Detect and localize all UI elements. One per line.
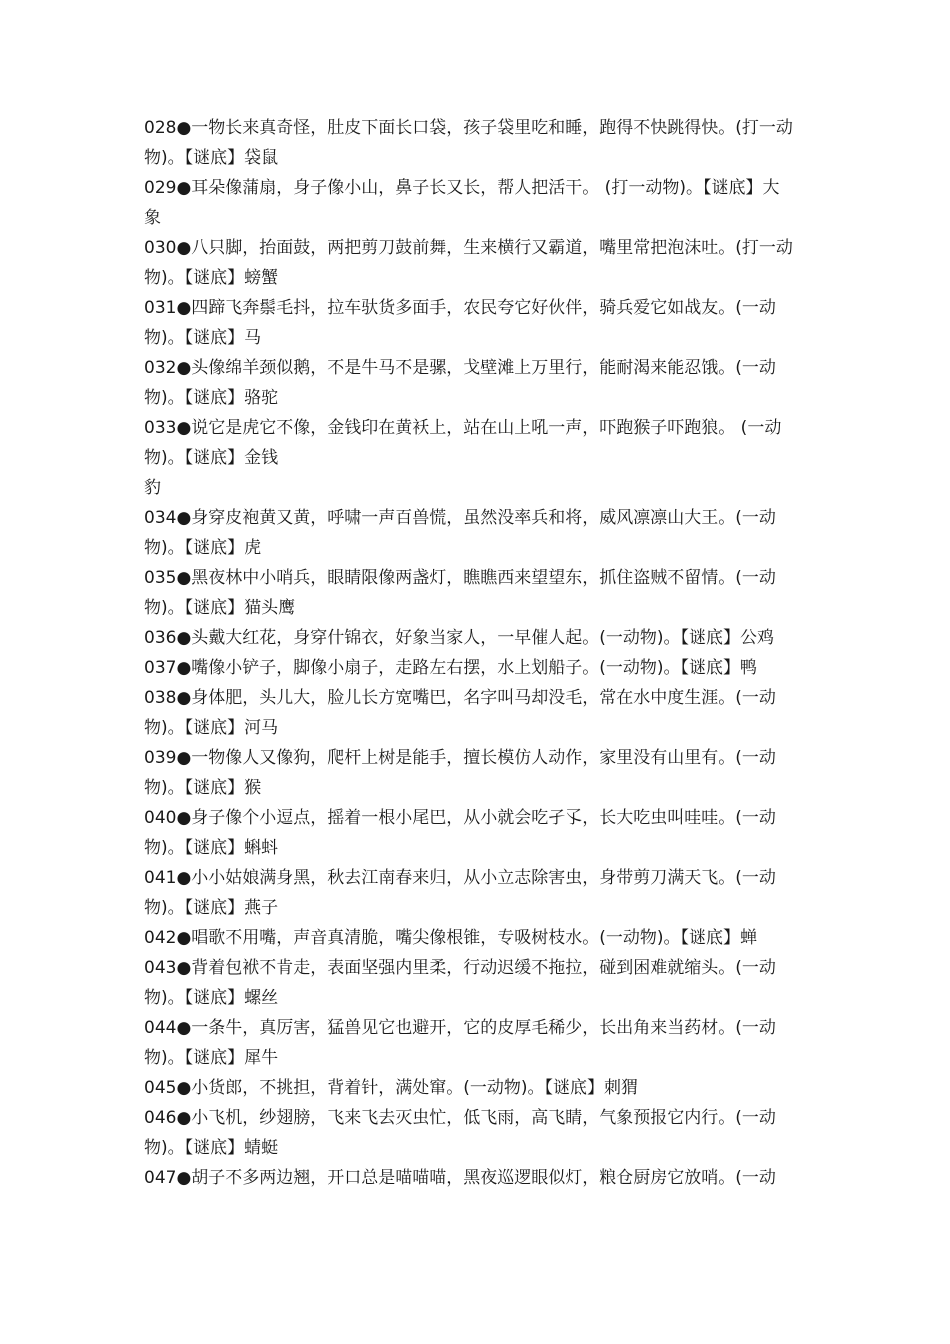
text-line: 028●一物长来真奇怪，肚皮下面长口袋，孩子袋里吃和睡，跑得不快跳得快。(打一动 [144,118,793,138]
text-line: 物)。【谜底】猴 [144,778,262,798]
text-line: 物)。【谜底】蜻蜓 [144,1138,279,1158]
text-line: 047●胡子不多两边翘，开口总是喵喵喵，黑夜巡逻眼似灯，粮仓厨房它放哨。(一动 [144,1168,776,1188]
text-line: 豹 [144,478,161,498]
riddle-text-block [144,113,824,1193]
text-line: 045●小货郎，不挑担，背着针，满处窜。(一动物)。【谜底】刺猬 [144,1078,639,1098]
text-line: 物)。【谜底】虎 [144,538,262,558]
text-line: 044●一条牛，真厉害，猛兽见它也避开，它的皮厚毛稀少，长出角来当药材。(一动 [144,1018,776,1038]
text-line: 物)。【谜底】猫头鹰 [144,598,296,618]
text-line: 物)。【谜底】河马 [144,718,279,738]
text-line: 038●身体肥，头儿大，脸儿长方宽嘴巴，名字叫马却没毛，常在水中度生涯。(一动 [144,688,776,708]
text-line: 物)。【谜底】袋鼠 [144,148,279,168]
text-line: 032●头像绵羊颈似鹅，不是牛马不是骡，戈壁滩上万里行，能耐渴来能忍饿。(一动 [144,358,776,378]
text-line: 物)。【谜底】马 [144,328,262,348]
text-line: 042●唱歌不用嘴，声音真清脆，嘴尖像根锥，专吸树枝水。(一动物)。【谜底】蝉 [144,928,758,948]
text-line: 物)。【谜底】蝌蚪 [144,838,279,858]
text-line: 029●耳朵像蒲扇，身子像小山，鼻子长又长，帮人把活干。 (打一动物)。【谜底】大 [144,178,780,198]
text-line: 035●黑夜林中小哨兵，眼睛限像两盏灯，瞧瞧西来望望东，抓住盗贼不留情。(一动 [144,568,776,588]
text-line: 物)。【谜底】螃蟹 [144,268,279,288]
text-line: 037●嘴像小铲子，脚像小扇子，走路左右摆，水上划船子。(一动物)。【谜底】鸭 [144,658,758,678]
text-line: 034●身穿皮袍黄又黄，呼啸一声百兽慌，虽然没率兵和将，威风凛凛山大王。(一动 [144,508,776,528]
text-line: 物)。【谜底】螺丝 [144,988,279,1008]
text-line: 036●头戴大红花，身穿什锦衣，好象当家人，一早催人起。(一动物)。【谜底】公鸡 [144,628,775,648]
text-line: 物)。【谜底】骆驼 [144,388,279,408]
text-line: 030●八只脚，抬面鼓，两把剪刀鼓前舞，生来横行又霸道，嘴里常把泡沫吐。(打一动 [144,238,793,258]
text-line: 041●小小姑娘满身黑，秋去江南春来归，从小立志除害虫，身带剪刀满天飞。(一动 [144,868,776,888]
text-line: 043●背着包袱不肯走，表面坚强内里柔，行动迟缓不拖拉，碰到困难就缩头。(一动 [144,958,776,978]
text-line: 象 [144,208,161,228]
text-line: 033●说它是虎它不像，金钱印在黄袄上，站在山上吼一声，吓跑猴子吓跑狼。 (一动 [144,418,782,438]
text-line: 031●四蹄飞奔鬃毛抖，拉车驮货多面手，农民夸它好伙伴，骑兵爱它如战友。(一动 [144,298,776,318]
text-line: 物)。【谜底】燕子 [144,898,279,918]
text-line: 040●身子像个小逗点，摇着一根小尾巴，从小就会吃孑孓，长大吃虫叫哇哇。(一动 [144,808,776,828]
text-line: 物)。【谜底】犀牛 [144,1048,279,1068]
text-line: 物)。【谜底】金钱 [144,448,279,468]
text-line: 046●小飞机，纱翅膀，飞来飞去灭虫忙，低飞雨，高飞睛，气象预报它内行。(一动 [144,1108,776,1128]
text-line: 039●一物像人又像狗，爬杆上树是能手，擅长模仿人动作，家里没有山里有。(一动 [144,748,776,768]
